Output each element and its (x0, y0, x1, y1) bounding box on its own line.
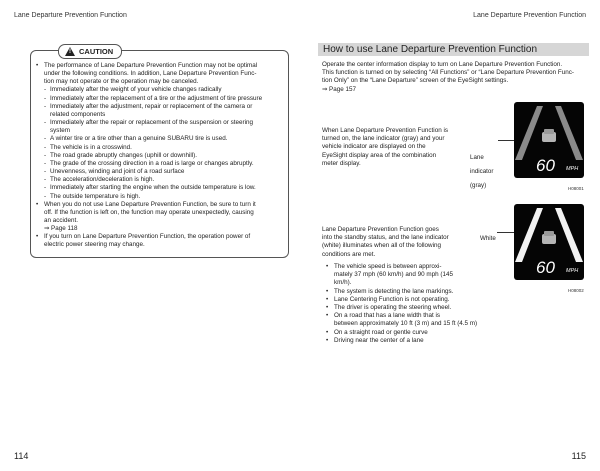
figure1-code: H08001 (568, 186, 584, 191)
text-line: - Immediately after the weight of your vehicle changes radically (36, 86, 282, 94)
text-line: ⇒ Page 157 (322, 85, 356, 93)
figure1-display (514, 102, 584, 178)
figure2-speed: 60 (536, 258, 555, 277)
warning-triangle-icon: ! (65, 47, 75, 56)
figure1-speed: 60 (536, 156, 555, 175)
standby-paragraph (322, 226, 466, 259)
caution-text (36, 62, 282, 250)
text-line: meter display. (322, 159, 361, 167)
text-line: • When you do not use Lane Departure Prevention Function, be sure to turn it (36, 201, 282, 209)
text-line: EyeSight display area of the combination (322, 151, 437, 159)
text-line: White (480, 235, 496, 243)
text-line: • The performance of Lane Departure Prevention Function may not be optimal (36, 62, 282, 70)
text-line: - Unevenness, winding and joint of a road surface (36, 168, 282, 176)
text-line: (gray) (470, 181, 487, 189)
text-line: • If you turn on Lane Departure Prevention Function, the operation power of (36, 233, 282, 241)
text-line: - The vehicle is in a crosswind. (36, 144, 282, 152)
text-line: (white) illuminates when all of the following (322, 242, 441, 250)
caution-badge (58, 44, 122, 59)
section-title: How to use Lane Departure Prevention Function (318, 43, 589, 56)
text-line: - Immediately after the replacement of a tire or the adjustment of tire pressure (36, 95, 282, 103)
text-line: • The system is detecting the lane markings. (326, 288, 506, 296)
text-line: between approximately 10 ft (3 m) and 15 ft (4.5 m) (334, 320, 478, 328)
text-line: Operate the center information display to turn on Lane Departure Prevention Function. (322, 61, 563, 68)
text-line: into the standby status, and the lane indicator (322, 234, 449, 242)
figure2-code: H08002 (568, 288, 584, 293)
text-line: - Immediately after starting the engine when the outside temperature is low. (36, 184, 282, 192)
text-line: system (50, 127, 70, 135)
text-line: km/h). (334, 279, 352, 287)
figure2-display (514, 204, 584, 280)
left-page-number: 114 (14, 451, 29, 461)
text-line: Lane Departure Prevention Function goes (322, 226, 439, 233)
figure1-unit: MPH (566, 166, 579, 172)
text-line: mately 37 mph (60 km/h) and 90 mph (145 (334, 271, 454, 279)
text-line: - A winter tire or a tire other than a genuine SUBARU tire is used. (36, 135, 282, 143)
text-line: • On a road that has a lane width that is (326, 312, 506, 320)
text-line: - The grade of the crossing direction in a road is large or changes abruptly. (36, 160, 282, 168)
text-line: - The road grade abruptly changes (uphill or downhill). (36, 152, 282, 160)
text-line: tion may not operate or the operation may be canceled. (44, 78, 199, 86)
text-line: electric power steering may change. (44, 241, 145, 249)
text-line: • On a straight road or gentle curve (326, 329, 506, 337)
right-page-number: 115 (571, 451, 586, 461)
text-line: tion Only” on the “Lane Departure” screen of the EyeSight settings. (322, 77, 509, 85)
text-line: • Lane Centering Function is not operating. (326, 296, 506, 304)
text-line: - Immediately after the repair or replacement of the suspension or steering (36, 119, 282, 127)
text-line: - The outside temperature is high. (36, 193, 282, 201)
conditions-list (326, 263, 506, 345)
text-line: ⇒ Page 118 (44, 225, 78, 233)
left-running-header: Lane Departure Prevention Function (14, 12, 127, 19)
intro-paragraph (322, 61, 584, 94)
figure2-caption (480, 229, 496, 249)
text-line: When Lane Departure Prevention Function is (322, 127, 449, 134)
text-line: vehicle indicator are displayed on the (322, 143, 426, 151)
text-line: under the following conditions. In addition, Lane Departure Prevention Func- (44, 70, 257, 78)
text-line: This function is turned on by selecting “All Functions” or “Lane Departure Prevention Func- (322, 69, 574, 77)
text-line: • The driver is operating the steering wheel. (326, 304, 506, 312)
text-line: related components (50, 110, 106, 118)
indicator-paragraph (322, 127, 466, 168)
text-line: - Immediately after the adjustment, repair or replacement of the camera or (36, 103, 282, 111)
text-line: turned on, the lane indicator (gray) and your (322, 135, 445, 143)
text-line: conditions are met. (322, 250, 376, 258)
text-line: indicator (470, 167, 494, 175)
text-line: off. If the function is left on, the function may operate unexpectedly, causing (44, 208, 254, 216)
right-running-header: Lane Departure Prevention Function (473, 12, 586, 19)
figure1-caption (470, 148, 493, 195)
text-line: • Driving near the center of a lane (326, 337, 506, 345)
caution-label: CAUTION (79, 47, 114, 56)
text-line: - The acceleration/deceleration is high. (36, 176, 282, 184)
text-line: Lane (470, 154, 484, 162)
text-line: • The vehicle speed is between approxi- (326, 263, 506, 271)
text-line: an accident. (44, 216, 78, 224)
figure2-unit: MPH (566, 268, 579, 274)
